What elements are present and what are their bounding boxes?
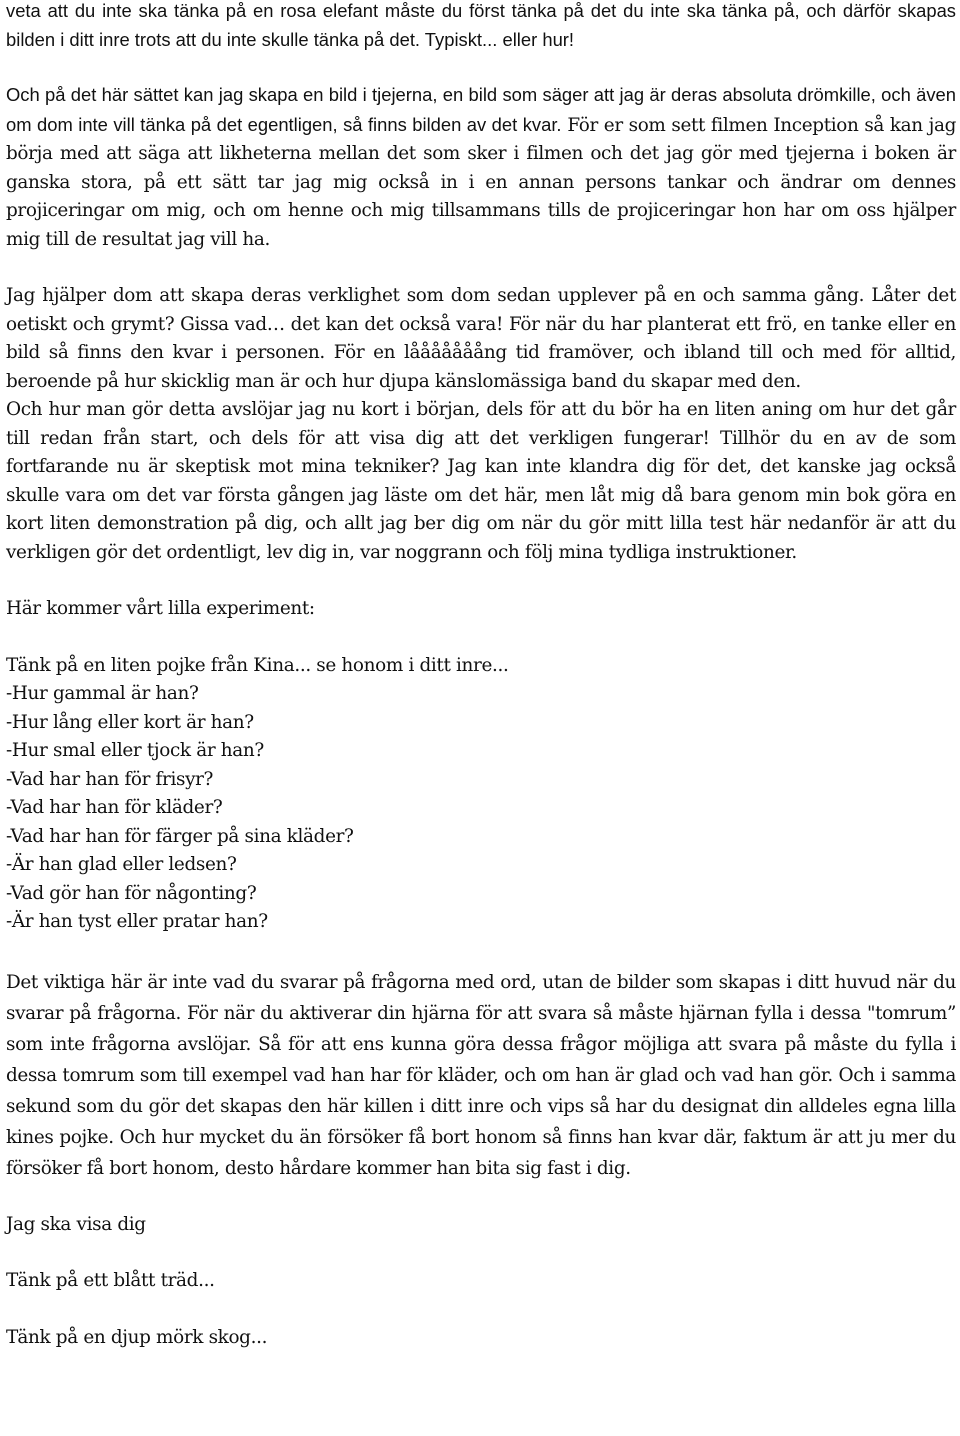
experiment-heading: Här kommer vårt lilla experiment: <box>6 598 315 619</box>
paragraph-reality: Jag hjälper dom att skapa deras verklighet som dom sedan upplever på en och samma gång. Låter det oetiskt och grymt? Gissa vad… det kan det också vara! För när du har planterat ett frö, en tanke eller en bild så finns den kvar i personen. För en lååååååång tid framöver, och ibland till och med för alltid, beroende på hur skicklig man är och hur djupa känslomässiga band du skapar med den. <box>6 285 956 392</box>
line-dark-forest: Tänk på en djup mörk skog... <box>6 1326 268 1348</box>
paragraph-inception <box>6 81 956 254</box>
line-show-you: Jag ska visa dig <box>6 1213 146 1235</box>
line-blue-tree: Tänk på ett blått träd... <box>6 1270 215 1291</box>
paragraph-inception-serif: För er som sett filmen Inception så kan jag börja med att säga att likheterna mellan det som sker i filmen och det jag gör med tjejerna i boken är ganska stora, på ett sätt tar jag mig också in i en annan persons tankar och ändrar om dennes projiceringar om mig, och om henne och mig tillsammans tills de projiceringar hon har om oss hjälper mig till de resultat jag vill ha. <box>6 114 957 250</box>
list-item: -Hur smal eller tjock är han? <box>6 740 264 761</box>
list-item: -Är han tyst eller pratar han? <box>6 911 268 932</box>
paragraph-demonstration: Och hur man gör detta avslöjar jag nu kort i början, dels för att du bör ha en liten aning om hur det går till redan från start, och dels för att visa dig att det verkligen fungerar! Tillhör du en av de som fortfarande nu är skeptisk mot mina tekniker? Jag kan inte klandra dig för det, det kanske jag också skulle vara om det var första gången jag läste om det här, men låt mig då bara genom min bok göra en kort liten demonstration på dig, och allt jag ber dig om när du gör mitt lilla test här nedanför är att du verkligen gör det ordentligt, lev dig in, var noggrann och följ mina tydliga instruktioner. <box>6 399 956 563</box>
list-item: -Hur gammal är han? <box>6 683 199 704</box>
list-item: Tänk på en liten pojke från Kina... se honom i ditt inre... <box>6 654 509 676</box>
list-item: -Hur lång eller kort är han? <box>6 711 254 733</box>
list-item: -Är han glad eller ledsen? <box>6 854 237 875</box>
experiment-list <box>6 652 956 937</box>
paragraph-inception-sans: Och på det här sättet kan jag skapa en bild i tjejerna, en bild som säger att jag är deras absoluta drömkille, och även om dom inte vill tänka på det egentligen, så finns bilden av det kvar. <box>6 84 956 135</box>
list-item: -Vad har han för frisyr? <box>6 768 214 790</box>
document-page <box>6 0 956 1352</box>
paragraph-important: Det viktiga här är inte vad du svarar på frågorna med ord, utan de bilder som skapas i ditt huvud när du svarar på frågorna. För när du aktiverar din hjärna för att svara så måste hjärnan fylla i dessa "tomrum” som inte frågorna avslöjar. Så för att ens kunna göra dessa frågor möjliga att svara på måste du fylla i dessa tomrum som till exempel vad han har för kläder, och om han är glad och vad han gör. Och i samma sekund som du gör det skapas den här killen i ditt inre och vips så har du designat din alldeles egna lilla kines pojke. Och hur mycket du än försöker få bort honom så finns han kvar där, faktum är att ju mer du försöker få bort honom, desto hårdare kommer han bita sig fast i dig. <box>6 971 956 1179</box>
list-item: -Vad gör han för någonting? <box>6 882 257 904</box>
list-item: -Vad har han för färger på sina kläder? <box>6 825 354 847</box>
paragraph-elephant: veta att du inte ska tänka på en rosa elefant måste du först tänka på det du inte ska tänka på, och därför skapas bilden i ditt inre trots att du inte skulle tänka på det. Typiskt... eller hur! <box>6 0 956 50</box>
list-item: -Vad har han för kläder? <box>6 797 223 818</box>
